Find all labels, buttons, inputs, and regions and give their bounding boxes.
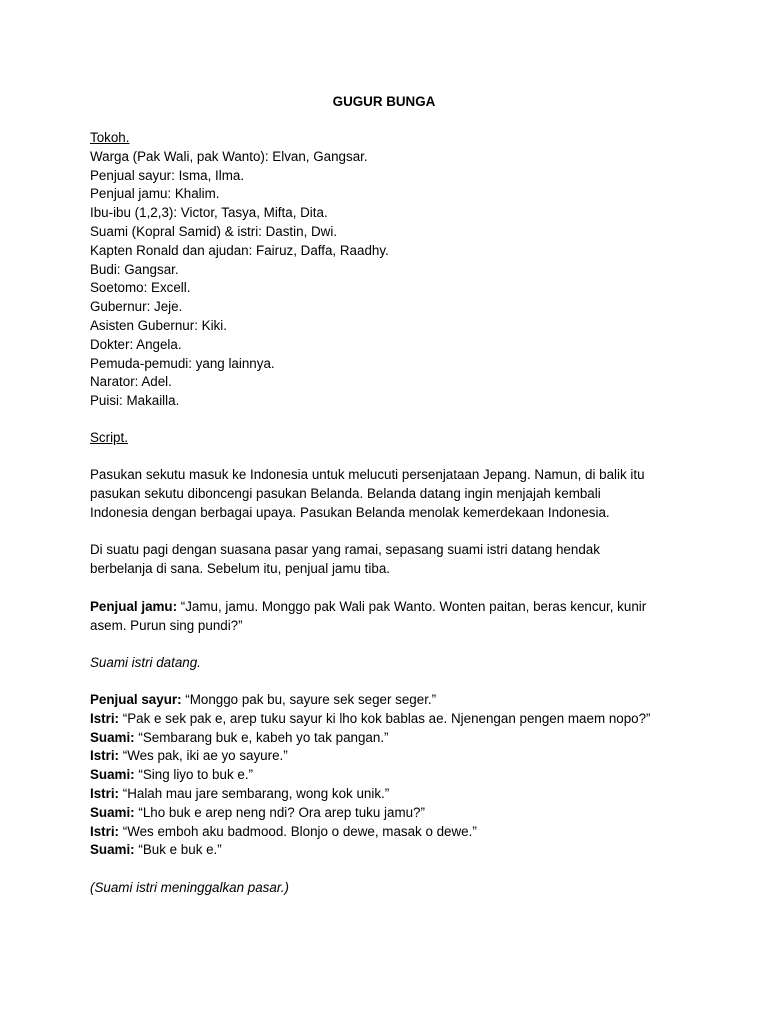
speaker-name: Suami:: [90, 729, 135, 745]
narration-paragraph: [90, 466, 690, 522]
cast-line: Asisten Gubernur: Kiki.: [90, 317, 227, 333]
dialogue-line: [90, 691, 690, 710]
dialogue-text: “Halah mau jare sembarang, wong kok unik.”: [119, 785, 390, 801]
cast-line: Penjual sayur: Isma, Ilma.: [90, 167, 245, 183]
narration-line: Indonesia dengan berbagai upaya. Pasukan Belanda menolak kemerdekaan Indonesia.: [90, 504, 610, 520]
dialogue-text: “Sing liyo to buk e.”: [134, 767, 253, 783]
stage-direction-text: (Suami istri meninggalkan pasar.): [90, 880, 289, 895]
dialogue-text: “Buk e buk e.”: [134, 842, 222, 858]
dialogue-line: [90, 841, 690, 860]
dialogue-text: “Lho buk e arep neng ndi? Ora arep tuku jamu?”: [134, 804, 425, 820]
speaker-name: Suami:: [90, 804, 135, 820]
narration-line: Di suatu pagi dengan suasana pasar yang ramai, sepasang suami istri datang hendak: [90, 542, 600, 557]
speaker-name: Suami:: [90, 842, 135, 858]
dialogue-text: “Pak e sek pak e, arep tuku sayur ki lho kok bablas ae. Njenengan pengen maem nopo?”: [119, 710, 651, 726]
stage-direction: [90, 654, 690, 673]
cast-line: Dokter: Angela.: [90, 336, 182, 352]
cast-line: Puisi: Makailla.: [90, 393, 180, 409]
stage-direction-text: Suami istri datang.: [90, 655, 201, 670]
cast-line: Suami (Kopral Samid) & istri: Dastin, Dwi.: [90, 223, 338, 239]
cast-line: Pemuda-pemudi: yang lainnya.: [90, 355, 275, 371]
narration-line: pasukan sekutu diboncengi pasukan Belanda. Belanda datang ingin menjajah kembali: [90, 485, 601, 501]
document-title: GUGUR BUNGA: [332, 94, 436, 109]
speaker-name: Istri:: [90, 710, 120, 726]
narration-line: Pasukan sekutu masuk ke Indonesia untuk melucuti persenjataan Jepang. Namun, di balik itu: [90, 467, 645, 482]
dialogue-line: [90, 804, 690, 823]
dialogue-text: “Wes pak, iki ae yo sayure.”: [119, 748, 288, 764]
speaker-name: Suami:: [90, 767, 135, 783]
dialogue-jamu: [90, 598, 690, 636]
cast-line: Narator: Adel.: [90, 374, 172, 390]
dialogue-text: “Monggo pak bu, sayure sek seger seger.”: [181, 692, 437, 707]
narration-line: berbelanja di sana. Sebelum itu, penjual jamu tiba.: [90, 560, 390, 576]
script-section: [90, 429, 690, 448]
dialogue-block: [90, 691, 690, 860]
dialogue-text: “Sembarang buk e, kabeh yo tak pangan.”: [134, 729, 389, 745]
cast-line: Penjual jamu: Khalim.: [90, 186, 220, 202]
speaker-name: Penjual sayur:: [90, 692, 182, 707]
dialogue-line: [90, 747, 690, 766]
speaker-name: Istri:: [90, 823, 120, 839]
speaker-name: Istri:: [90, 785, 120, 801]
cast-line: Warga (Pak Wali, pak Wanto): Elvan, Gangsar.: [90, 148, 368, 164]
dialogue-line: [90, 766, 690, 785]
dialogue-text: “Wes emboh aku badmood. Blonjo o dewe, masak o dewe.”: [119, 823, 477, 839]
dialogue-line: [90, 710, 690, 729]
dialogue-line: [90, 823, 690, 842]
cast-line: Kapten Ronald dan ajudan: Fairuz, Daffa, Raadhy.: [90, 242, 389, 258]
dialogue-line: [90, 729, 690, 748]
cast-line: Ibu-ibu (1,2,3): Victor, Tasya, Mifta, Dita.: [90, 205, 328, 221]
cast-section: [90, 129, 690, 411]
speaker-name: Penjual jamu:: [90, 599, 178, 614]
speaker-name: Istri:: [90, 748, 120, 764]
dialogue-text: asem. Purun sing pundi?”: [90, 617, 243, 633]
stage-direction: [90, 879, 690, 898]
dialogue-line: [90, 785, 690, 804]
cast-line: Budi: Gangsar.: [90, 261, 179, 277]
script-heading: Script.: [90, 430, 128, 445]
cast-line: Gubernur: Jeje.: [90, 299, 183, 315]
narration-paragraph: [90, 541, 690, 579]
cast-line: Soetomo: Excell.: [90, 280, 191, 296]
cast-heading: Tokoh.: [90, 130, 130, 145]
dialogue-text: “Jamu, jamu. Monggo pak Wali pak Wanto. Wonten paitan, beras kencur, kunir: [177, 599, 647, 614]
